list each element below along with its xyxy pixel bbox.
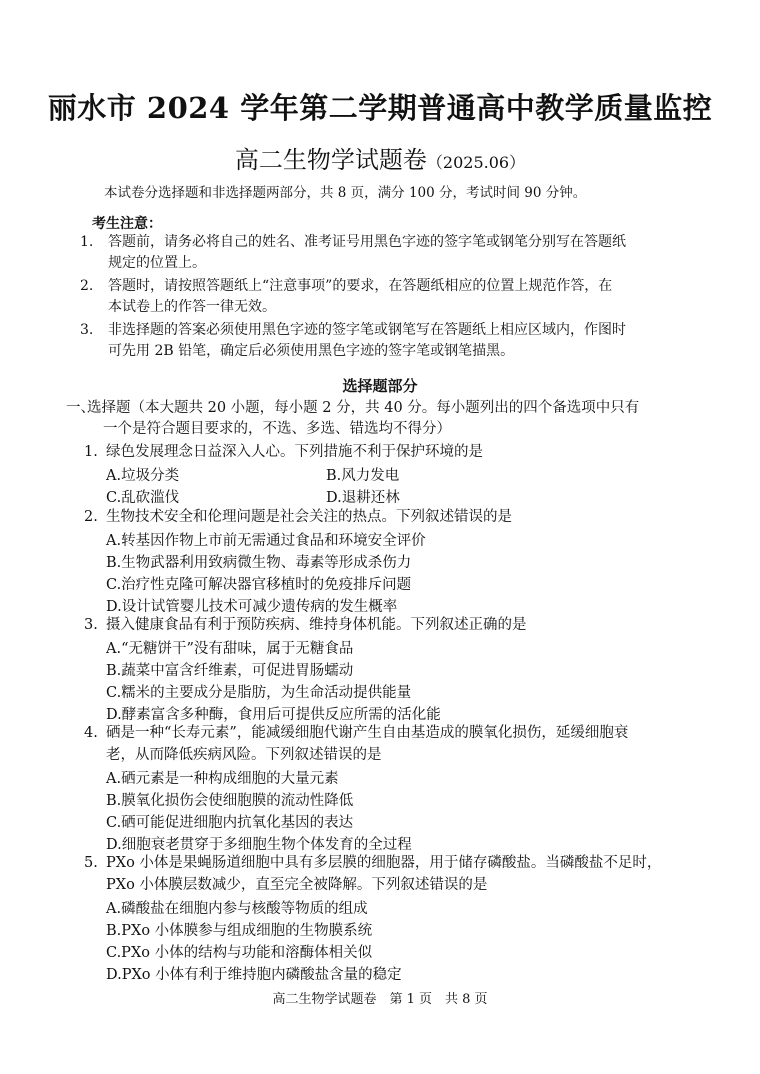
notice-item bbox=[80, 320, 680, 362]
part-line: 一个是符合题目要求的，不选、多选、错选均不得分） bbox=[103, 421, 451, 437]
notice-line: 答题时，请按照答题纸上“注意事项”的要求，在答题纸相应的位置上规范作答，在 bbox=[108, 278, 613, 294]
part-line: 选择题（本大题共 20 小题，每小题 2 分，共 40 分。每小题列出的四个备选项中只有 bbox=[87, 400, 640, 416]
part-instructions bbox=[66, 398, 706, 440]
notice-number: 2. bbox=[80, 278, 94, 294]
option: D.退耕还林 bbox=[326, 490, 400, 506]
section-heading: 选择题部分 bbox=[342, 377, 418, 395]
notice-item bbox=[80, 276, 680, 318]
question bbox=[84, 615, 684, 637]
question bbox=[84, 507, 684, 529]
question-stem: 生物技术安全和伦理问题是社会关注的热点。下列叙述错误的是 bbox=[106, 509, 512, 525]
option: A.磷酸盐在细胞内参与核酸等物质的组成 bbox=[106, 901, 368, 917]
option: B.生物武器利用致病微生物、毒素等形成杀伤力 bbox=[106, 555, 412, 571]
option: C.PXo 小体的结构与功能和溶酶体相关似 bbox=[106, 945, 373, 961]
notice-line: 规定的位置上。 bbox=[108, 255, 206, 271]
exam-subtitle bbox=[0, 140, 760, 175]
option: D.细胞衰老贯穿于多细胞生物个体发育的全过程 bbox=[106, 837, 412, 853]
question bbox=[84, 853, 688, 896]
question-number: 1. bbox=[84, 444, 98, 460]
question-stem: 摄入健康食品有利于预防疾病、维持身体机能。下列叙述正确的是 bbox=[106, 617, 527, 633]
part-number: 一、 bbox=[66, 400, 95, 416]
notice-item bbox=[80, 232, 680, 274]
question bbox=[84, 723, 684, 766]
option: C.乱砍滥伐 bbox=[106, 490, 180, 506]
question-number: 2. bbox=[84, 509, 98, 525]
notice-line: 答题前，请务必将自己的姓名、准考证号用黑色字迹的签字笔或钢笔分别写在答题纸 bbox=[108, 234, 626, 250]
notice-line: 本试卷上的作答一律无效。 bbox=[108, 299, 276, 315]
option: A.“无糖饼干”没有甜味，属于无糖食品 bbox=[106, 641, 354, 657]
page-footer: 高二生物学试题卷 第 1 页 共 8 页 bbox=[272, 992, 488, 1007]
exam-date: （2025.06） bbox=[426, 153, 526, 172]
notice-line: 可先用 2B 铅笔，确定后必须使用黑色字迹的签字笔或钢笔描黑。 bbox=[108, 343, 515, 359]
option: B.蔬菜中富含纤维素，可促进胃肠蠕动 bbox=[106, 663, 354, 679]
question-number: 4. bbox=[84, 725, 98, 741]
question-stem: 绿色发展理念日益深入人心。下列措施不利于保护环境的是 bbox=[106, 444, 483, 460]
notice-line: 非选择题的答案必须使用黑色字迹的签字笔或钢笔写在答题纸上相应区域内，作图时 bbox=[108, 322, 626, 338]
option: D.酵素富含多种酶，食用后可提供反应所需的活化能 bbox=[106, 707, 441, 723]
notice-number: 1. bbox=[80, 234, 94, 250]
question-stem: PXo 小体膜层数减少，直至完全被降解。下列叙述错误的是 bbox=[106, 876, 488, 893]
option: D.PXo 小体有利于维持胞内磷酸盐含量的稳定 bbox=[106, 967, 402, 983]
option: C.糯米的主要成分是脂肪，为生命活动提供能量 bbox=[106, 685, 412, 701]
subject-title: 高二生物学试题卷 bbox=[234, 146, 427, 174]
option: B.膜氧化损伤会使细胞膜的流动性降低 bbox=[106, 793, 354, 809]
question-stem: PXo 小体是果蝇肠道细胞中具有多层膜的细胞器，用于储存磷酸盐。当磷酸盐不足时， bbox=[106, 855, 662, 871]
exam-intro: 本试卷分选择题和非选择题两部分，共 8 页，满分 100 分，考试时间 90 分钟。 bbox=[104, 185, 587, 201]
question-number: 3. bbox=[84, 617, 98, 633]
question-stem: 硒是一种“长寿元素”，能减缓细胞代谢产生自由基造成的膜氧化损伤，延缓细胞衰 bbox=[106, 725, 629, 741]
option: A.垃圾分类 bbox=[106, 468, 180, 484]
option: B.PXo 小体膜参与组成细胞的生物膜系统 bbox=[106, 923, 373, 939]
question bbox=[84, 442, 684, 464]
exam-title: 丽水市 2024 学年第二学期普通高中教学质量监控 bbox=[47, 91, 713, 125]
question-number: 5. bbox=[84, 855, 98, 871]
option: A.硒元素是一种构成细胞的大量元素 bbox=[106, 771, 339, 787]
notice-number: 3. bbox=[80, 322, 94, 338]
option: D.设计试管婴儿技术可减少遗传病的发生概率 bbox=[106, 599, 398, 615]
option: C.硒可能促进细胞内抗氧化基因的表达 bbox=[106, 815, 354, 831]
option: A.转基因作物上市前无需通过食品和环境安全评价 bbox=[106, 533, 426, 549]
option: B.风力发电 bbox=[326, 468, 400, 484]
option: C.治疗性克隆可解决器官移植时的免疫排斥问题 bbox=[106, 577, 412, 593]
question-stem: 老，从而降低疾病风险。下列叙述错误的是 bbox=[106, 746, 382, 763]
notice-heading: 考生注意： bbox=[92, 216, 162, 232]
